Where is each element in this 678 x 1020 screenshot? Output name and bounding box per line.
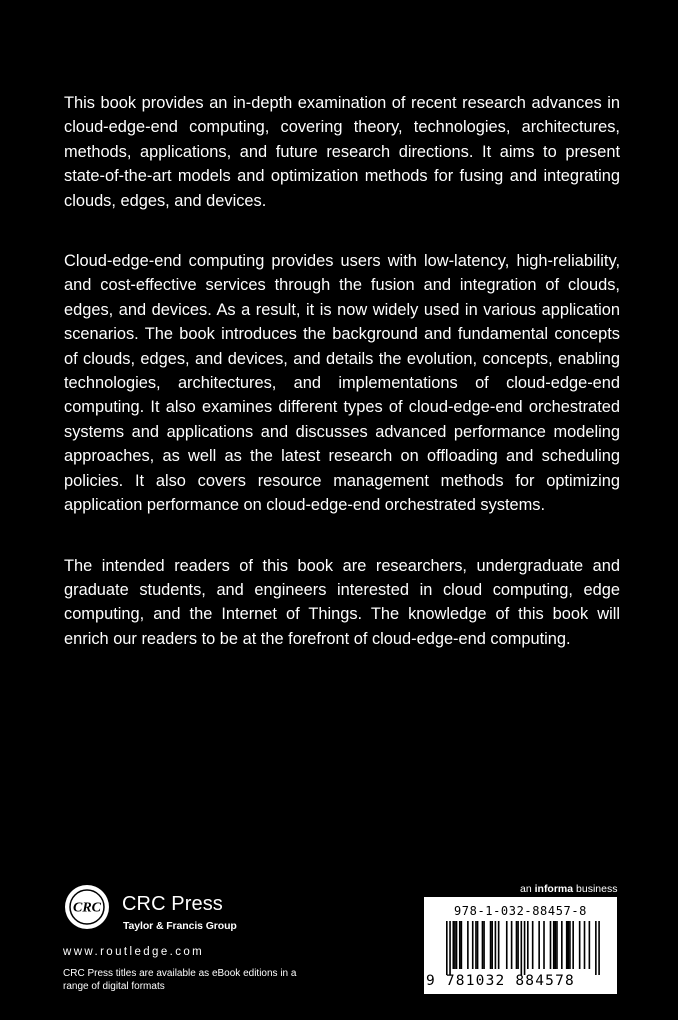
barcode-bar [459, 921, 461, 969]
back-cover-blurb [64, 91, 620, 687]
barcode-bar [550, 921, 552, 969]
barcode-bar [516, 921, 518, 969]
barcode-bars [432, 921, 610, 975]
barcode-bar [521, 921, 523, 975]
isbn-barcode [424, 897, 617, 994]
barcode-bar [584, 921, 586, 969]
barcode-bar [556, 921, 558, 969]
barcode-bar [566, 921, 568, 969]
informa-suffix: business [573, 883, 618, 895]
barcode-bar [449, 921, 451, 975]
publisher-name: CRC Press [122, 893, 223, 915]
barcode-bar [561, 921, 563, 969]
barcode-bar [446, 921, 448, 975]
publisher-group: Taylor & Francis Group [123, 920, 237, 932]
barcode-bar [511, 921, 513, 969]
isbn-label: 978-1-032-88457-8 [453, 904, 588, 918]
barcode-bar [524, 921, 526, 975]
barcode-bar [490, 921, 492, 969]
barcode-bar [475, 921, 477, 969]
barcode-bar [568, 921, 570, 969]
publisher-url: www.routledge.com [63, 946, 205, 958]
barcode-bar [553, 921, 555, 969]
barcode-bar [598, 921, 600, 975]
barcode-bar [456, 921, 458, 969]
barcode-bar [579, 921, 581, 969]
blurb-paragraph-1: This book provides an in-depth examination of recent research advances in cloud-edge-end computing, covering theory, technologies, architectures, methods, applications, and future research directions. It aims to present state-of-the-art models and optimization methods for fusing and integrating clouds, edges, and devices. [64, 94, 620, 210]
informa-brand: informa [534, 883, 574, 895]
barcode-bar [589, 921, 591, 969]
barcode-bar [538, 921, 540, 969]
barcode-bar [506, 921, 508, 969]
blurb-paragraph-3: The intended readers of this book are researchers, undergraduate and graduate students, and engineers interested in cloud computing, edge computing, and the Internet of Things. The knowledge of this book will enrich our readers to be at the forefront of cloud-edge-end computing. [64, 556, 620, 648]
barcode-bar [454, 921, 456, 969]
barcode-bar [595, 921, 597, 975]
barcode-bar [491, 921, 493, 969]
barcode-bar [472, 921, 474, 969]
barcode-bar [569, 921, 571, 969]
informa-tagline [520, 883, 617, 895]
barcode-bar [517, 921, 519, 969]
ebook-note: CRC Press titles are available as eBook editions in a range of digital formats [63, 968, 297, 992]
barcode-bar [467, 921, 469, 969]
barcode-bar [543, 921, 545, 969]
isbn-digits: 9 781032 884578 [426, 973, 575, 989]
barcode-bar [452, 921, 454, 969]
crc-logo-text: CRC [72, 900, 102, 916]
barcode-bar [477, 921, 479, 969]
blurb-paragraph-2: Cloud-edge-end computing provides users with low-latency, high-reliability, and cost-effective services through the fusion and integration of clouds, edges, and devices. As a result, it is now widely used in various application scenarios. The book introduces the background and fundamental concepts of clouds, edges, and devices, and details the evolution, concepts, enabling technologies, architectures, and implementations of cloud-edge-end computing. It also examines different types of cloud-edge-end orchestrated systems and applications and discusses advanced performance modeling approaches, as well as the latest research on offloading and scheduling policies. It also covers resource management methods for optimizing application performance on cloud-edge-end orchestrated systems. [64, 252, 620, 515]
barcode-bar [532, 921, 534, 969]
barcode-bar [482, 921, 484, 969]
barcode-bar [461, 921, 463, 969]
barcode-bar [495, 921, 497, 969]
barcode-bar [527, 921, 529, 969]
barcode-bar [498, 921, 500, 969]
informa-prefix: an [520, 883, 535, 895]
barcode-bar [555, 921, 557, 969]
barcode-bar [572, 921, 574, 969]
crc-press-logo-icon [64, 884, 110, 930]
barcode-bar [483, 921, 485, 969]
